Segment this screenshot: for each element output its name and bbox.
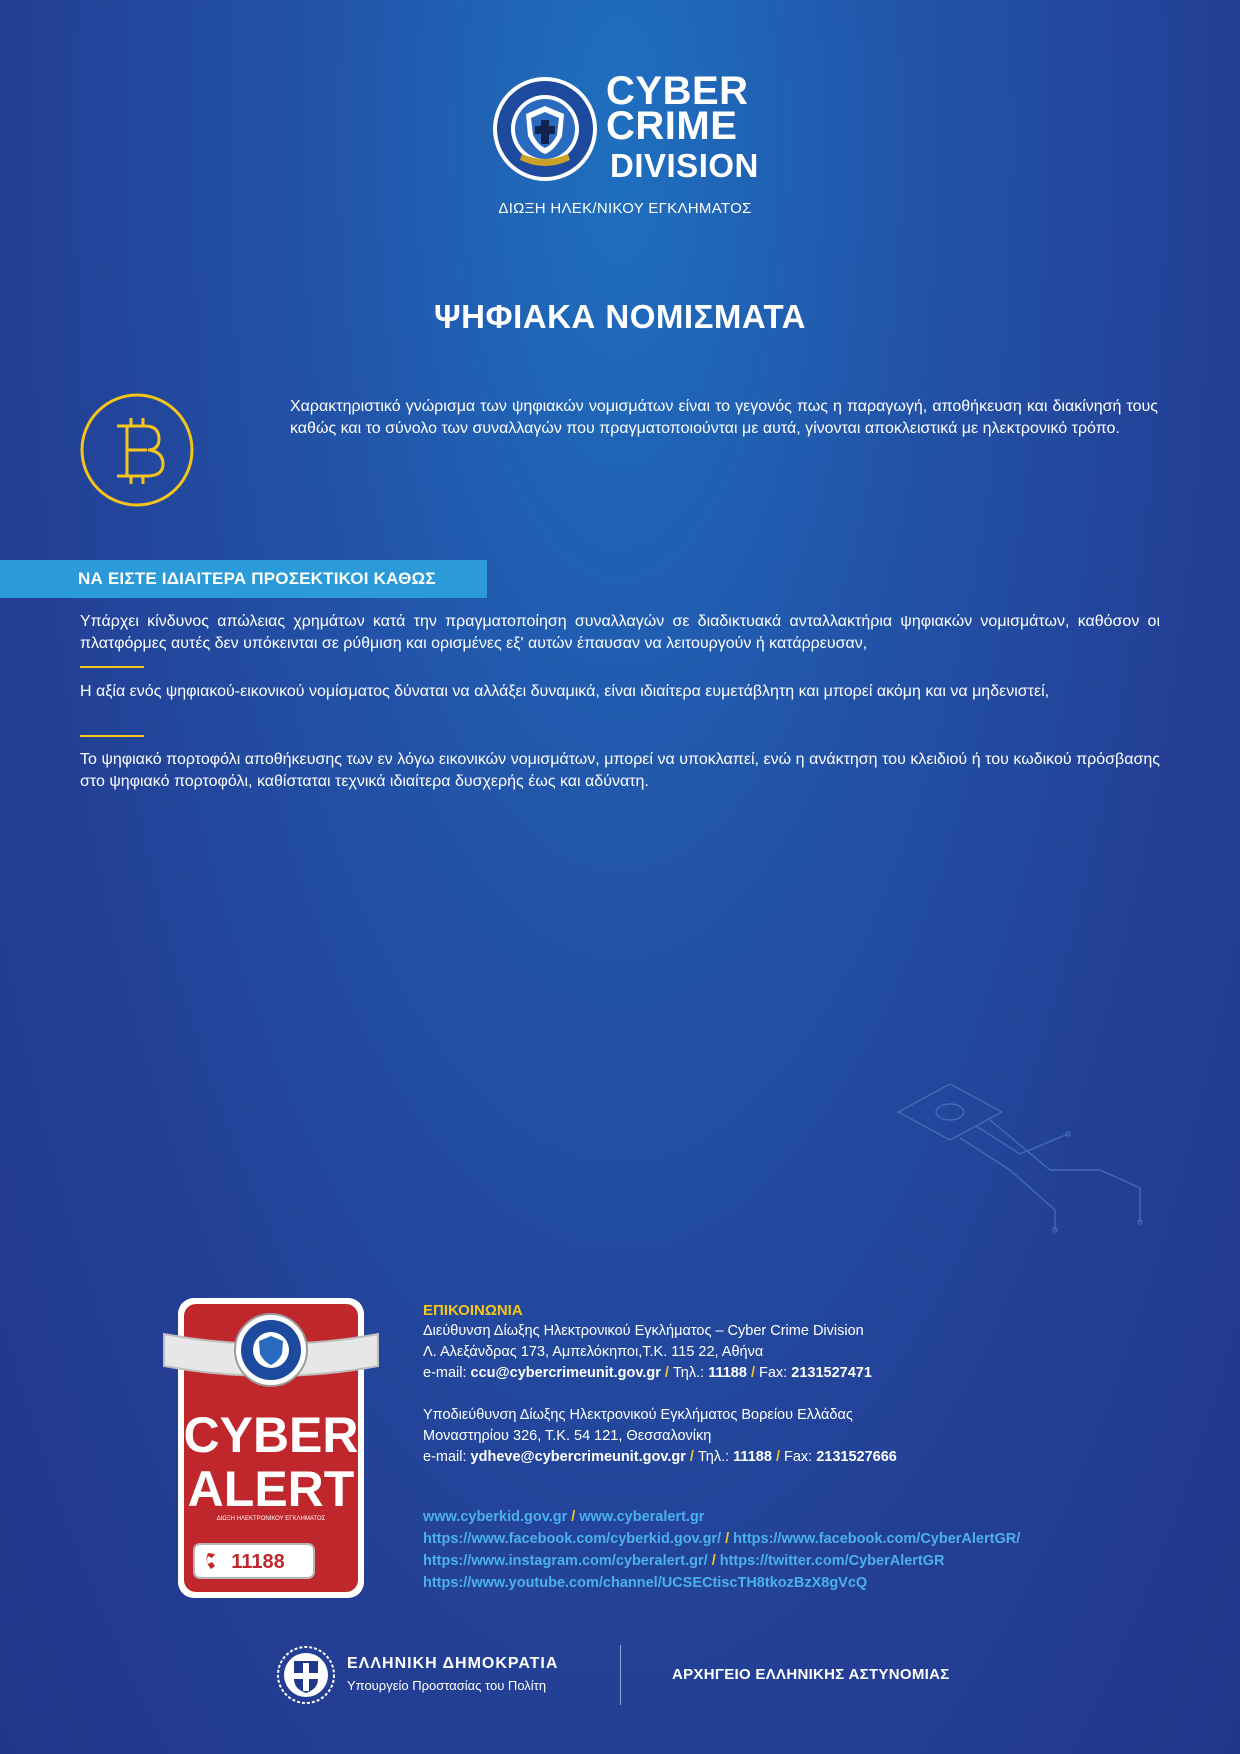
page-title: ΨΗΦΙΑΚΑ ΝΟΜΙΣΜΑΤΑ [433,298,807,335]
link-youtube[interactable]: https://www.youtube.com/channel/UCSECtiscTH8tkozBzX8gVcQ [423,1575,868,1591]
office-1-email[interactable]: ccu@cybercrimeunit.gov.gr [470,1365,661,1381]
office-2-email[interactable]: ydheve@cybercrimeunit.gov.gr [470,1449,686,1465]
divider [80,666,144,668]
greek-republic-emblem-icon [276,1645,336,1705]
office-1-name: Διεύθυνση Δίωξης Ηλεκτρονικού Εγκλήματος – Cyber Crime Division [423,1323,864,1339]
contact-heading: ΕΠΙΚΟΙΝΩΝΙΑ [423,1302,523,1319]
footer-ministry: Υπουργείο Προστασίας του Πολίτη [347,1678,547,1693]
office-1-contact-line: e-mail: ccu@cybercrimeunit.gov.gr / Τηλ.: 11188 / Fax: 2131527471 [423,1365,872,1381]
office-2-name: Υποδιεύθυνση Δίωξης Ηλεκτρονικού Εγκλήματος Βορείου Ελλάδας [423,1407,853,1423]
circuit-decoration-icon [890,1070,1150,1235]
warning-item-1: Υπάρχει κίνδυνος απώλειας χρημάτων κατά την πραγματοποίηση συναλλαγών σε διαδικτυακά ανταλλακτήρια ψηφιακών νομισμάτων, καθόσον οι πλατφόρμες αυτές δεν υπόκεινται σε ρύθμιση και ορισμένες εξ' αυτών έπαυσαν να λειτουργούν ή κατάρρευσαν, [80,613,1160,652]
footer-republic: ΕΛΛΗΝΙΚΗ ΔΗΜΟΚΡΑΤΙΑ [347,1655,559,1672]
office-2-address: Μοναστηρίου 326, Τ.Κ. 54 121, Θεσσαλονίκη [423,1428,712,1444]
logo-word-crime: CRIME [606,104,738,148]
office-2-contact-line: e-mail: ydheve@cybercrimeunit.gov.gr / Τηλ.: 11188 / Fax: 2131527666 [423,1449,897,1465]
link-facebook-cyberalert[interactable]: https://www.facebook.com/CyberAlertGR/ [733,1531,1021,1547]
cyber-crime-division-logo [490,70,760,220]
office-1-address: Λ. Αλεξάνδρας 173, Αμπελόκηποι,Τ.Κ. 115 22, Αθήνα [423,1344,764,1360]
footer-divider [620,1645,621,1705]
links-section: www.cyberkid.gov.gr / www.cyberalert.gr https://www.facebook.com/cyberkid.gov.gr/ / https://www.facebook.com/CyberAlertGR/ https://www.instagram.com/cyberalert.gr/ / https://twitter.com/CyberAlertGR https://www.youtube.com/channel/UCSECtiscTH8tkozBzX8gVcQ [423,1509,1021,1591]
alert-word-alert: ALERT [187,1461,355,1517]
logo-subtitle: ΔΙΩΞΗ ΗΛΕΚ/ΝΙΚΟΥ ΕΓΚΛΗΜΑΤΟΣ [498,200,752,217]
office-1-phone: 11188 [708,1365,747,1381]
link-twitter[interactable]: https://twitter.com/CyberAlertGR [719,1553,945,1569]
divider [80,735,144,737]
intro-paragraph: Χαρακτηριστικό γνώρισμα των ψηφιακών νομισμάτων είναι το γεγονός πως η παραγωγή, αποθήκευση και διακίνησή τους καθώς και το σύνολο των συναλλαγών που πραγματοποιούνται με αυτά, γίνονται αποκλειστικά με ηλεκτρονικό τρόπο. [290,398,1158,437]
bitcoin-icon [79,392,195,508]
warning-item-2: Η αξία ενός ψηφιακού-εικονικού νομίσματος δύναται να αλλάξει δυναμικά, είναι ιδιαίτερα ευμετάβλητη και μπορεί ακόμη και να μηδενιστεί, [80,683,1050,700]
office-2-phone: 11188 [733,1449,772,1465]
office-1-fax: 2131527471 [791,1365,872,1381]
warning-item-3: Το ψηφιακό πορτοφόλι αποθήκευσης των εν λόγω εικονικών νομισμάτων, μπορεί να υποκλαπεί, ενώ η ανάκτηση του κλειδιού ή του κωδικού πρόσβασης στο ψηφιακό πορτοφόλι, καθίσταται τεχνικά ιδιαίτερα δυσχερής έως και αδύνατη. [80,751,1160,790]
link-instagram[interactable]: https://www.instagram.com/cyberalert.gr/ [423,1553,708,1569]
logo-word-cyber: CYBER [606,69,749,113]
warning-banner: ΝΑ ΕΙΣΤΕ ΙΔΙΑΙΤΕΡΑ ΠΡΟΣΕΚΤΙΚΟΙ ΚΑΘΩΣ [0,560,487,598]
logo-word-division: DIVISION [610,147,759,184]
alert-subtitle: ΔΙΩΞΗ ΗΛΕΚΤΡΟΝΙΚΟΥ ΕΓΚΛΗΜΑΤΟΣ [216,1516,326,1522]
link-cyberkid[interactable]: www.cyberkid.gov.gr [423,1509,568,1525]
alert-phone-number: 11188 [231,1551,285,1573]
link-facebook-cyberkid[interactable]: https://www.facebook.com/cyberkid.gov.gr/ [423,1531,722,1547]
contact-section [423,1300,1143,1468]
police-badge-icon [490,74,600,184]
cyber-alert-logo [160,1294,382,1602]
link-cyberalert[interactable]: www.cyberalert.gr [579,1509,705,1525]
office-2-fax: 2131527666 [816,1449,897,1465]
alert-word-cyber: CYBER [183,1407,359,1463]
footer-headquarters: ΑΡΧΗΓΕΙΟ ΕΛΛΗΝΙΚΗΣ ΑΣΤΥΝΟΜΙΑΣ [672,1666,950,1683]
